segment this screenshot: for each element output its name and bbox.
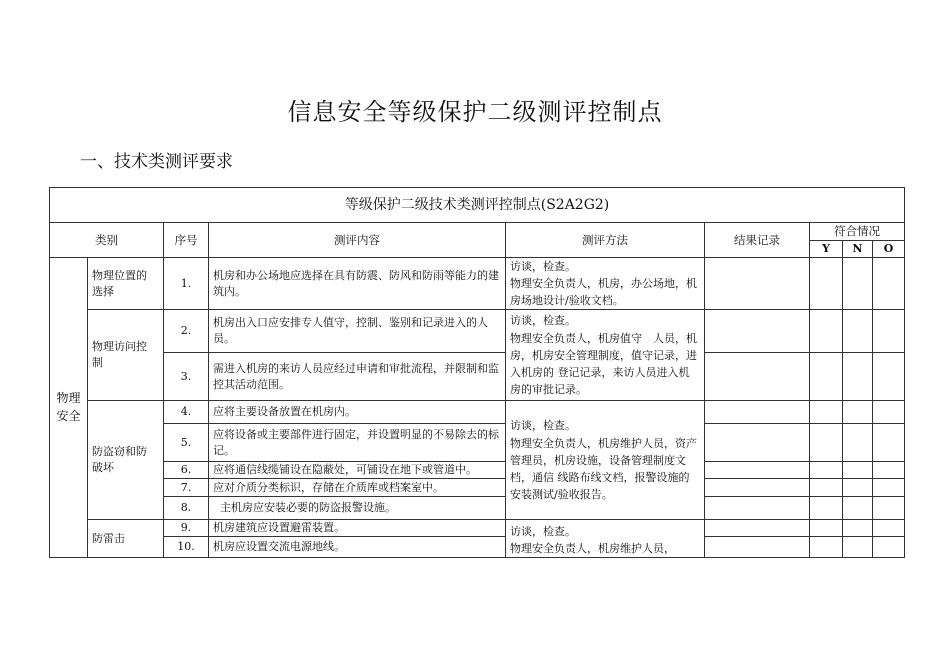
header-method: 测评方法	[506, 223, 705, 258]
method-cell: 访谈，检查。 物理安全负责人，机房，办公场地，机房场地设计/验收文档。	[506, 257, 705, 309]
content-cell: 应对介质分类标识，存储在介质库或档案室中。	[209, 479, 506, 497]
seq-cell: 5.	[164, 424, 209, 462]
o-cell[interactable]	[873, 462, 905, 479]
category-physical-security: 物理 安全	[50, 257, 88, 557]
result-cell[interactable]	[705, 257, 810, 309]
result-cell[interactable]	[705, 424, 810, 462]
y-cell[interactable]	[810, 257, 843, 309]
seq-cell: 8.	[164, 497, 209, 520]
subcategory-lightning: 防雷击	[88, 520, 164, 558]
seq-cell: 7.	[164, 479, 209, 497]
seq-cell: 1.	[164, 257, 209, 309]
content-cell: 机房出入口应安排专人值守，控制、鉴别和记录进入的人员。	[209, 310, 506, 353]
result-cell[interactable]	[705, 353, 810, 401]
header-category: 类别	[50, 223, 164, 258]
o-cell[interactable]	[873, 479, 905, 497]
result-cell[interactable]	[705, 497, 810, 520]
y-cell[interactable]	[810, 497, 843, 520]
n-cell[interactable]	[843, 520, 873, 537]
o-cell[interactable]	[873, 497, 905, 520]
header-y: Y	[810, 241, 843, 258]
seq-cell: 3.	[164, 353, 209, 401]
method-cell: 访谈，检查。 物理安全负责人，机房值守 人员，机房，机房安全管理制度，值守记录，进入机房的 登记记录，来访人员进入机房的审批记录。	[506, 310, 705, 401]
n-cell[interactable]	[843, 257, 873, 309]
seq-cell: 6.	[164, 462, 209, 479]
header-content: 测评内容	[209, 223, 506, 258]
n-cell[interactable]	[843, 462, 873, 479]
header-seq: 序号	[164, 223, 209, 258]
seq-cell: 10.	[164, 537, 209, 558]
result-cell[interactable]	[705, 462, 810, 479]
o-cell[interactable]	[873, 401, 905, 424]
content-cell: 机房和办公场地应选择在具有防震、防风和防雨等能力的建筑内。	[209, 257, 506, 309]
seq-cell: 9.	[164, 520, 209, 537]
n-cell[interactable]	[843, 479, 873, 497]
y-cell[interactable]	[810, 424, 843, 462]
result-cell[interactable]	[705, 479, 810, 497]
content-cell: 机房建筑应设置避雷装置。	[209, 520, 506, 537]
y-cell[interactable]	[810, 520, 843, 537]
subcategory-anti-theft: 防盗窃和防 破坏	[88, 401, 164, 520]
o-cell[interactable]	[873, 257, 905, 309]
y-cell[interactable]	[810, 479, 843, 497]
y-cell[interactable]	[810, 462, 843, 479]
control-points-table	[49, 187, 905, 558]
o-cell[interactable]	[873, 310, 905, 353]
seq-cell: 4.	[164, 401, 209, 424]
o-cell[interactable]	[873, 353, 905, 401]
o-cell[interactable]	[873, 424, 905, 462]
content-cell: 应将主要设备放置在机房内。	[209, 401, 506, 424]
n-cell[interactable]	[843, 310, 873, 353]
o-cell[interactable]	[873, 537, 905, 558]
y-cell[interactable]	[810, 310, 843, 353]
header-n: N	[843, 241, 873, 258]
result-cell[interactable]	[705, 520, 810, 537]
table-caption: 等级保护二级技术类测评控制点(S2A2G2)	[50, 188, 905, 223]
subcategory-location: 物理位置的 选择	[88, 257, 164, 309]
section-heading: 一、技术类测评要求	[80, 152, 233, 172]
header-result: 结果记录	[705, 223, 810, 258]
n-cell[interactable]	[843, 537, 873, 558]
y-cell[interactable]	[810, 353, 843, 401]
n-cell[interactable]	[843, 497, 873, 520]
n-cell[interactable]	[843, 353, 873, 401]
content-cell: 主机房应安装必要的防盗报警设施。	[209, 497, 506, 520]
result-cell[interactable]	[705, 401, 810, 424]
content-cell: 应将设备或主要部件进行固定，并设置明显的不易除去的标记。	[209, 424, 506, 462]
content-cell: 应将通信线缆铺设在隐蔽处，可铺设在地下或管道中。	[209, 462, 506, 479]
n-cell[interactable]	[843, 401, 873, 424]
y-cell[interactable]	[810, 537, 843, 558]
document-title: 信息安全等级保护二级测评控制点	[287, 98, 663, 126]
header-conformity: 符合情况	[810, 223, 905, 241]
o-cell[interactable]	[873, 520, 905, 537]
method-cell: 访谈，检查。 物理安全负责人，机房维护人员，	[506, 520, 705, 558]
subcategory-access-control: 物理访问控 制	[88, 310, 164, 401]
result-cell[interactable]	[705, 310, 810, 353]
header-o: O	[873, 241, 905, 258]
result-cell[interactable]	[705, 537, 810, 558]
seq-cell: 2.	[164, 310, 209, 353]
content-cell: 机房应设置交流电源地线。	[209, 537, 506, 558]
y-cell[interactable]	[810, 401, 843, 424]
method-cell: 访谈，检查。 物理安全负责人，机房维护人员，资产管理员，机房设施，设备管理制度文档，通信 线路布线文档，报警设施的安装测试/验收报告。	[506, 401, 705, 520]
content-cell: 需进入机房的来访人员应经过申请和审批流程，并限制和监控其活动范围。	[209, 353, 506, 401]
n-cell[interactable]	[843, 424, 873, 462]
